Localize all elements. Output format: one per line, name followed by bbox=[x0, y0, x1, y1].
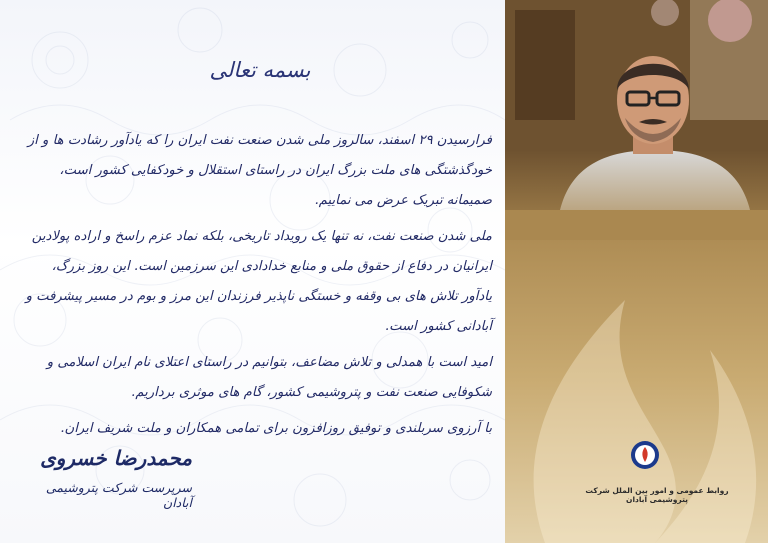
invocation-title: بسمه تعالی bbox=[209, 58, 311, 82]
letter-body bbox=[22, 126, 492, 450]
logo-caption: روابط عمومی و امور بین الملل شرکت پتروشیمی آبادان bbox=[585, 486, 729, 504]
letter-paragraph: با آرزوی سربلندی و توفیق روزافزون برای تمامی همکاران و ملت شریف ایران. bbox=[60, 421, 492, 436]
letter-paragraph: امید است با همدلی و تلاش مضاعف، بتوانیم در راستای اعتلای نام ایران اسلامی و شکوفایی صنعت نفت و پتروشیمی کشور، گام های موثری برداریم. bbox=[46, 355, 492, 400]
company-logo bbox=[630, 440, 660, 470]
letter-paragraph: ملی شدن صنعت نفت، نه تنها یک رویداد تاریخی، بلکه نماد عزم راسخ و اراده پولادین ایرانیان در دفاع از حقوق ملی و منابع خدادادی این سرزمین است. این روز بزرگ، یادآور تلاش های بی وقفه و خستگی ناپذیر فرزندان این مرز و بوم در مسیر پیشرفت و آبادانی کشور است. bbox=[25, 229, 492, 334]
signature-block bbox=[22, 446, 192, 510]
side-panel bbox=[505, 0, 768, 543]
signer-role: سرپرست شرکت پتروشیمی آبادان bbox=[45, 480, 192, 510]
letter-paragraph: فرارسیدن ۲۹ اسفند، سالروز ملی شدن صنعت نفت ایران را که یادآور رشادت ها و از خودگذشتگی های ملت بزرگ ایران در راستای استقلال و خودکفایی کشور است، صمیمانه تبریک عرض می نماییم. bbox=[27, 133, 492, 208]
signer-name: محمدرضا خسروی bbox=[40, 446, 192, 470]
photo-fade bbox=[505, 150, 768, 240]
